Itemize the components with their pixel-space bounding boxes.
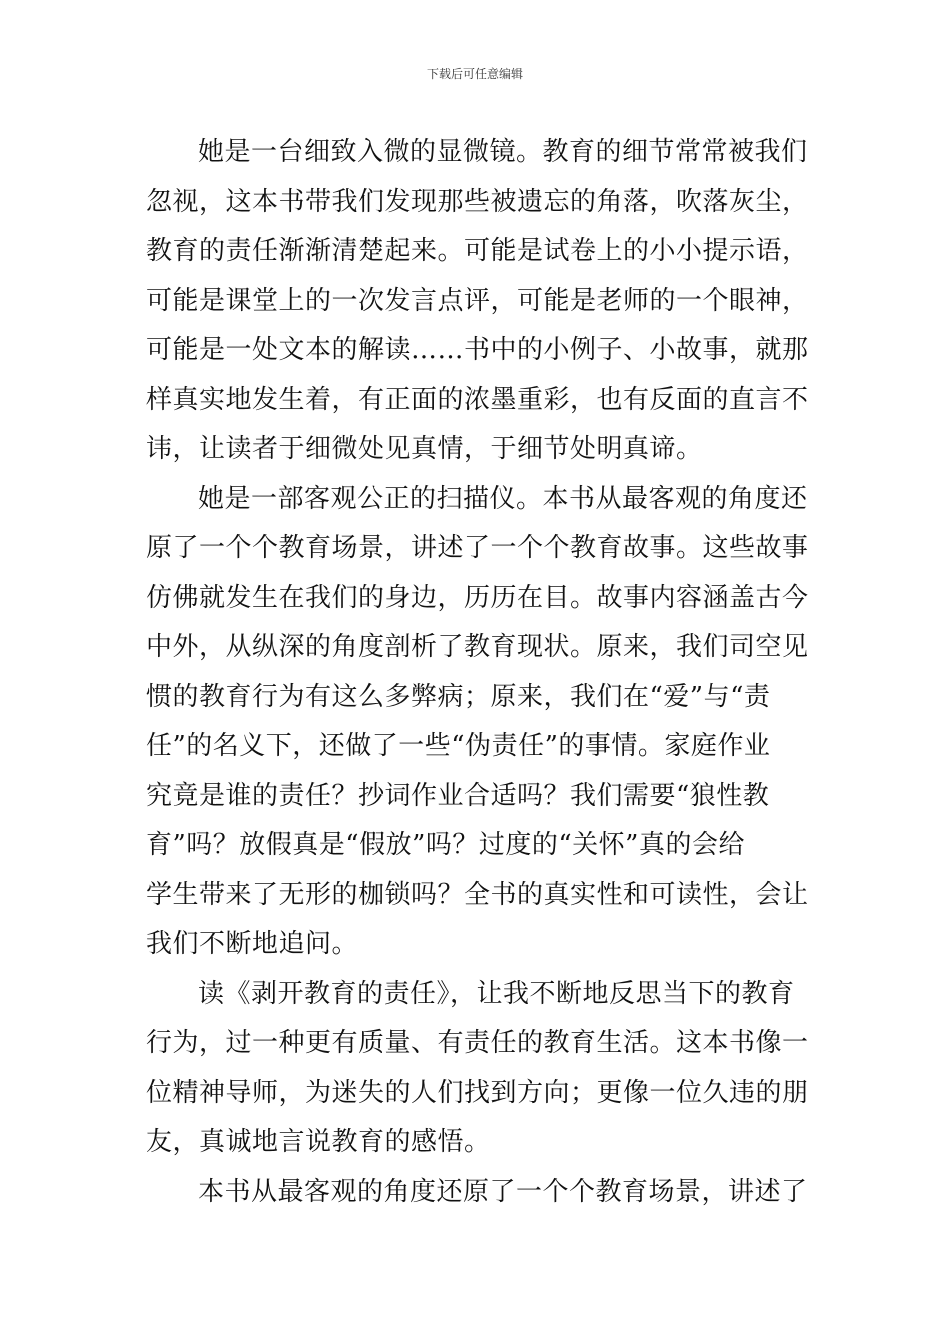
text-line: 本书从最客观的角度还原了一个个教育场景，讲述了 [198,1176,808,1207]
text-line: 育”吗？放假真是“假放”吗？过度的“关怀”真的会给 [146,830,745,860]
text-line: 读《剥开教育的责任》，让我不断地反思当下的教育 [198,978,795,1009]
text-line: 样真实地发生着，有正面的浓墨重彩，也有反面的直言不 [146,384,809,415]
text-line: 她是一台细致入微的显微镜。教育的细节常常被我们 [198,137,808,167]
text-line: 忽视，这本书带我们发现那些被遗忘的角落，吹落灰尘， [146,186,809,217]
paragraph-reflection [146,970,809,1168]
text-line: 我们不断地追问。 [146,929,359,959]
text-line: 友，真诚地言说教育的感悟。 [146,1127,491,1157]
page-header: 下载后可任意编辑 [426,67,523,81]
text-line: 究竟是谁的责任？抄词作业合适吗？我们需要“狼性教 [146,780,770,811]
text-line: 仿佛就发生在我们的身边，历历在目。故事内容涵盖古今 [146,582,809,613]
text-line: 教育的责任渐渐清楚起来。可能是试卷上的小小提示语， [146,236,809,266]
text-line: 任”的名义下，还做了一些“伪责任”的事情。家庭作业 [146,731,771,761]
paragraph-scanner [146,475,809,970]
paragraph-microscope [146,128,809,475]
paragraph-continuation [146,1168,806,1218]
text-line: 可能是课堂上的一次发言点评，可能是老师的一个眼神， [146,285,809,316]
text-line: 中外，从纵深的角度剖析了教育现状。原来，我们司空见 [146,632,809,662]
text-line: 讳，让读者于细微处见真情，于细节处明真谛。 [146,434,703,464]
text-line: 原了一个个教育场景，讲述了一个个教育故事。这些故事 [146,533,809,563]
text-line: 惯的教育行为有这么多弊病；原来，我们在“爱”与“责 [146,681,771,712]
document-body [146,128,809,1217]
text-line: 位精神导师，为迷失的人们找到方向；更像一位久违的朋 [146,1077,809,1108]
text-line: 她是一部客观公正的扫描仪。本书从最客观的角度还 [198,483,808,514]
text-line: 学生带来了无形的枷锁吗？全书的真实性和可读性，会让 [146,879,809,910]
text-line: 可能是一处文本的解读……书中的小例子、小故事，就那 [146,335,809,365]
text-line: 行为，过一种更有质量、有责任的教育生活。这本书像一 [146,1028,809,1058]
